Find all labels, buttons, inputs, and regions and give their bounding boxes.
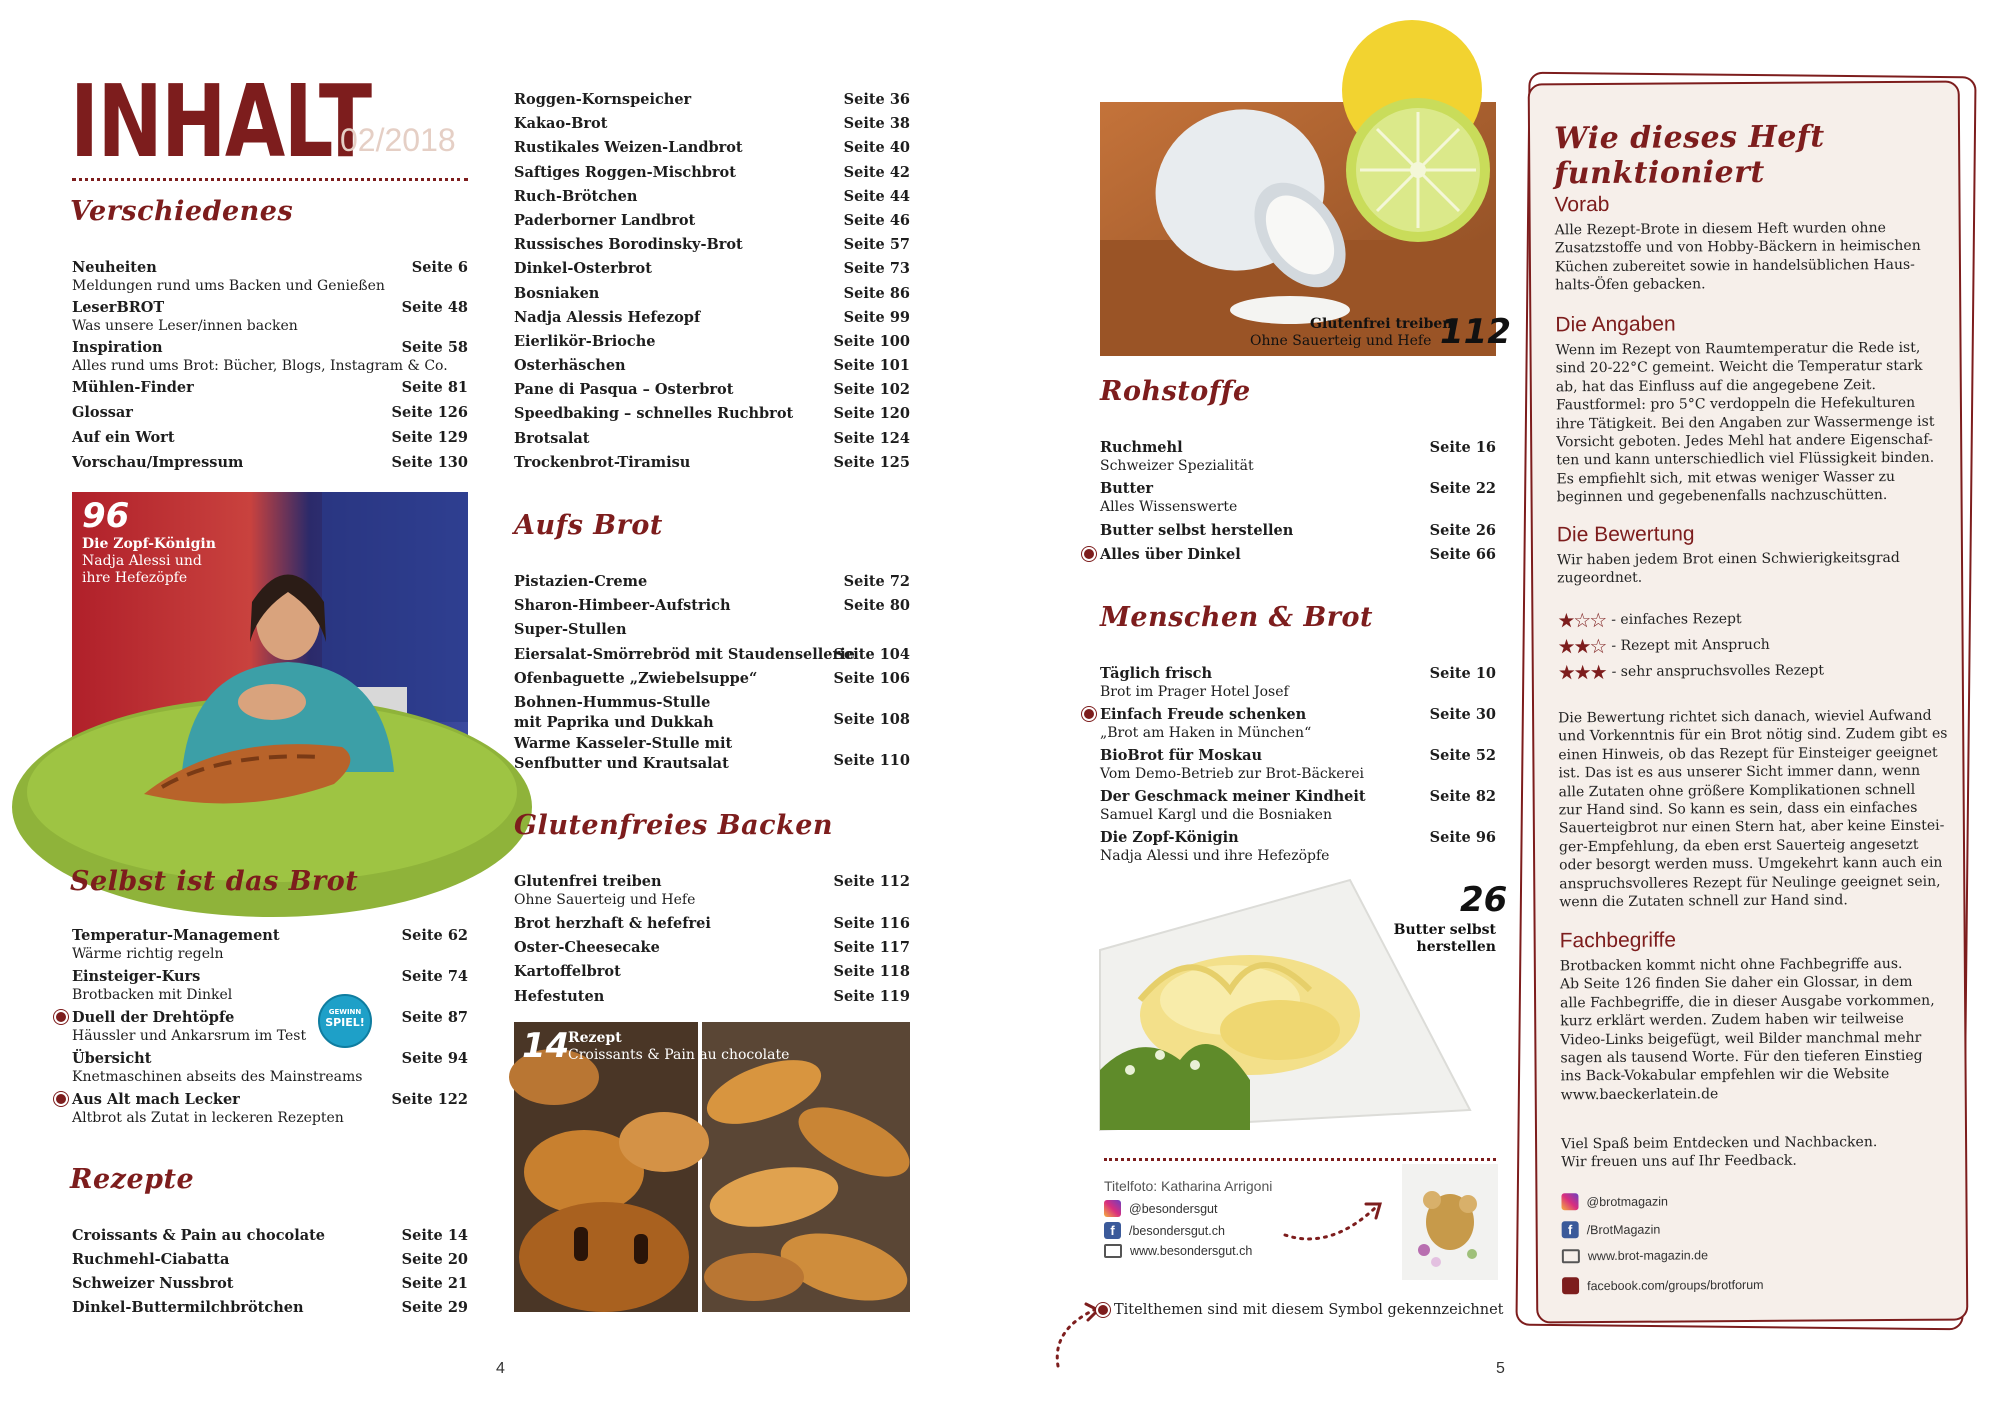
toc-entry[interactable] — [514, 620, 910, 644]
toc-entry[interactable] — [1100, 787, 1496, 824]
toc-entry[interactable] — [514, 404, 910, 428]
toc-entry-title: Ruchmehl — [1100, 439, 1183, 456]
legend — [1098, 1302, 1504, 1318]
toc-entry-subtitle: Alles Wissenswerte — [1100, 499, 1238, 515]
toc-entry-title: Die Zopf-Königin — [1100, 829, 1239, 846]
sidebar-heading-fachbegriffe: Fachbegriffe — [1559, 928, 1677, 953]
toc-entry-page: Seite 21 — [401, 1275, 468, 1292]
sidebar-facebook-text: /BrotMagazin — [1586, 1222, 1661, 1237]
croissant-caption-title: Rezept — [568, 1030, 622, 1046]
toc-entry-title: Pane di Pasqua – Osterbrot — [514, 381, 734, 399]
toc-rezepte-continued — [514, 90, 910, 477]
toc-entry[interactable] — [514, 356, 910, 380]
toc-entry-subtitle: „Brot am Haken in München“ — [1100, 725, 1312, 741]
toc-entry-page: Seite 106 — [833, 669, 910, 687]
toc-entry[interactable] — [72, 258, 468, 295]
toc-entry-title: Täglich frisch — [1100, 665, 1212, 682]
toc-entry-title: Bosniaken — [514, 284, 600, 302]
toc-entry[interactable] — [72, 298, 468, 335]
toc-entry[interactable] — [1100, 545, 1496, 569]
brotforum-icon — [1562, 1277, 1579, 1294]
dotted-arrow-icon — [1280, 1190, 1400, 1250]
toc-entry-title: Eiersalat-Smörrebröd mit Staudensellerie — [514, 645, 855, 663]
toc-entry-page: Seite 104 — [833, 645, 910, 663]
star-rating-icon: ★★★ — [1557, 659, 1606, 685]
section-title-aufsbrot: Aufs Brot — [514, 510, 663, 541]
toc-entry-title: Einfach Freude schenken — [1100, 706, 1307, 723]
toc-entry[interactable] — [514, 308, 910, 332]
toc-entry-title: LeserBROT — [72, 299, 165, 316]
toc-entry-subtitle: Häussler und Ankarsrum im Test — [72, 1028, 307, 1044]
toc-entry[interactable] — [514, 211, 910, 235]
toc-entry[interactable] — [72, 428, 468, 448]
toc-glutenfrei — [514, 872, 910, 1011]
toc-entry-page: Seite 108 — [833, 710, 910, 728]
toc-entry-page: Seite 26 — [1429, 522, 1496, 539]
toc-entry-subtitle: Ohne Sauerteig und Hefe — [514, 892, 696, 908]
toc-entry[interactable] — [514, 429, 910, 453]
sidebar-forum-text: facebook.com/groups/brotforum — [1587, 1277, 1764, 1293]
toc-entry-page: Seite 100 — [833, 332, 910, 350]
toc-entry-title: Dinkel-Buttermilchbrötchen — [72, 1299, 304, 1316]
toc-entry-title: Kartoffelbrot — [514, 963, 621, 981]
toc-entry[interactable] — [72, 1226, 468, 1250]
toc-entry-page: Seite 117 — [833, 939, 910, 957]
monitor-icon — [1562, 1249, 1580, 1263]
toc-entry-page: Seite 116 — [833, 915, 910, 932]
toc-entry-page: Seite 99 — [843, 308, 910, 326]
toc-entry-title: BioBrot für Moskau — [1100, 747, 1263, 764]
toc-entry[interactable] — [514, 938, 910, 962]
sidebar-social-web[interactable] — [1562, 1248, 1708, 1263]
toc-entry-subtitle: Schweizer Spezialität — [1100, 458, 1254, 474]
credit-facebook-text: /besondersgut.ch — [1129, 1223, 1225, 1238]
toc-entry[interactable] — [514, 914, 910, 938]
toc-entry-page: Seite 52 — [1429, 747, 1496, 764]
toc-entry-page: Seite 122 — [391, 1091, 468, 1108]
issue-number: 02/2018 — [340, 122, 456, 158]
toc-entry-subtitle: Brot im Prager Hotel Josef — [1100, 684, 1289, 700]
toc-entry[interactable] — [72, 1250, 468, 1274]
toc-entry-title: Paderborner Landbrot — [514, 211, 696, 229]
toc-aufsbrot — [514, 572, 910, 775]
rating-legend — [1557, 605, 1824, 685]
toc-entry[interactable] — [1100, 521, 1496, 545]
toc-entry[interactable] — [514, 90, 910, 114]
toc-entry[interactable] — [72, 378, 468, 398]
credits-divider — [1104, 1158, 1496, 1161]
toc-entry-page: Seite 62 — [401, 927, 468, 944]
croissant-page-number: 14 — [522, 1026, 570, 1066]
toc-entry-page: Seite 119 — [833, 987, 910, 1005]
cover-photo-thumbnail — [1402, 1164, 1498, 1280]
toc-entry-page: Seite 129 — [391, 429, 468, 446]
toc-entry-page: Seite 22 — [1429, 480, 1496, 497]
zopf-page-number: 96 — [82, 496, 130, 536]
toc-entry-page: Seite 110 — [833, 751, 910, 769]
toc-entry-title: Oster-Cheesecake — [514, 939, 660, 957]
zopf-caption-sub2: ihre Hefezöpfe — [82, 570, 188, 586]
croissant-photo-illustration — [514, 1022, 910, 1312]
section-title-rezepte: Rezepte — [70, 1164, 195, 1195]
gewinnspiel-badge[interactable] — [318, 994, 372, 1048]
rating-row-1 — [1557, 605, 1823, 633]
butter-caption-line2: herstellen — [1416, 939, 1496, 955]
toc-entry-page: Seite 87 — [401, 1009, 468, 1026]
toc-entry-page: Seite 124 — [833, 429, 910, 447]
toc-entry-subtitle: Brotbacken mit Dinkel — [72, 987, 233, 1003]
toc-entry-title: Warme Kasseler-Stulle mit — [514, 734, 733, 752]
sidebar-social-instagram[interactable] — [1561, 1193, 1668, 1211]
cover-topic-marker-icon — [56, 1094, 66, 1104]
star-rating-icon: ★☆☆ — [1557, 607, 1606, 633]
rating-row-3 — [1558, 657, 1824, 685]
toc-menschen — [1100, 664, 1496, 865]
photo-butter[interactable] — [1100, 880, 1508, 1130]
rating-label: - sehr anspruchsvolles Rezept — [1611, 662, 1824, 680]
butter-page-number: 26 — [1460, 880, 1508, 920]
sidebar-heading-bewertung: Die Bewertung — [1556, 522, 1695, 547]
toc-entry-title: Russisches Borodinsky-Brot — [514, 236, 743, 254]
section-title-verschiedenes: Verschiedenes — [70, 196, 294, 227]
toc-entry-page: Seite 48 — [401, 299, 468, 316]
sidebar-heading-angaben: Die Angaben — [1555, 312, 1676, 337]
toc-entry-title: Auf ein Wort — [72, 429, 175, 446]
toc-entry-title: Bohnen-Hummus-Stulle — [514, 693, 711, 711]
cover-topic-marker-icon — [1084, 709, 1094, 719]
toc-entry[interactable] — [72, 926, 468, 963]
toc-entry[interactable] — [514, 332, 910, 356]
photo-glutenfrei[interactable] — [1100, 40, 1511, 356]
toc-entry-page: Seite 130 — [391, 454, 468, 471]
toc-entry-title: Aus Alt mach Lecker — [72, 1091, 240, 1108]
toc-entry-page: Seite 14 — [401, 1227, 468, 1244]
title-divider — [72, 178, 468, 181]
toc-entry-page: Seite 36 — [843, 91, 910, 108]
sidebar-heading-vorab: Vorab — [1554, 192, 1610, 217]
toc-entry-page: Seite 118 — [833, 963, 910, 981]
cover-topic-marker-icon — [56, 1012, 66, 1022]
toc-entry[interactable] — [514, 669, 910, 693]
toc-entry-title-line2: Senfbutter und Krautsalat — [514, 754, 729, 772]
toc-entry[interactable] — [514, 453, 910, 477]
toc-entry-page: Seite 72 — [843, 573, 910, 590]
toc-entry[interactable] — [514, 284, 910, 308]
zopf-caption-title: Die Zopf-Königin — [82, 536, 216, 552]
toc-entry-title: Dinkel-Osterbrot — [514, 260, 652, 278]
toc-entry-page: Seite 20 — [401, 1251, 468, 1268]
toc-entry-title: Übersicht — [72, 1050, 152, 1067]
toc-entry[interactable] — [72, 1090, 468, 1127]
toc-entry-title: Vorschau/Impressum — [72, 454, 244, 471]
toc-entry-subtitle: Alles rund ums Brot: Bücher, Blogs, Instagram & Co. — [72, 358, 448, 374]
badge-line1: GEWINN — [328, 1008, 362, 1016]
glutenfrei-caption-title: Glutenfrei treiben — [1310, 316, 1453, 332]
toc-entry[interactable] — [72, 403, 468, 423]
sidebar-social-facebook[interactable] — [1562, 1221, 1661, 1239]
toc-entry[interactable] — [72, 1049, 468, 1086]
toc-entry-title: Duell der Drehtöpfe — [72, 1009, 235, 1026]
toc-entry-title: Der Geschmack meiner Kindheit — [1100, 788, 1366, 805]
toc-entry[interactable] — [1100, 746, 1496, 783]
sidebar-text-fachbegriffe: Brotbacken kommt nicht ohne Fachbegriffe aus. Ab Seite 126 finden Sie daher ein Glossar, in dem alle Fachbegriffe, die in dieser Ausgabe vorkommen, kurz erklärt werden. Zudem haben wir teilweise Video-Links beigefügt, weil Bilder manchmal mehr sagen als tausend Worte. Für den tieferen Einstieg ins Back-Vokabular empfehlen wir die Website www.baeckerlatein.de — [1559, 955, 1935, 1104]
page-number-right: 5 — [1496, 1360, 1505, 1377]
toc-entry-page: Seite 10 — [1429, 665, 1496, 682]
sidebar-text-bewertung-detail: Die Bewertung richtet sich danach, wieviel Aufwand und Vorkenntnis für ein Brot nötig sind. Zudem gibt es einen Hinweis, ob das Rezept für Einsteiger geeignet ist. Das ist es aus unserer Sicht immer dann, wenn alle Zutaten ohne größere Komplikationen schnell zur Hand sind. So kann es sein, dass ein einfaches Sauerteigbrot nur einen Stern hat, aber keine Einstei- ger-Empfehlung, da eben erst Sauerteig angesetzt oder besorgt werden muss. Umgekehrt kann auch ein anspruchsvolleres Rezept für Neulinge geeignet sein, wenn die Zutaten schnell zur Hand sind. — [1558, 707, 1948, 911]
monitor-icon — [1104, 1244, 1122, 1258]
toc-entry-subtitle: Was unsere Leser/innen backen — [72, 318, 298, 334]
toc-entry[interactable] — [514, 596, 910, 620]
toc-entry[interactable] — [72, 453, 468, 473]
butter-caption-line1: Butter selbst — [1393, 922, 1496, 938]
toc-entry-title: Glossar — [72, 404, 133, 421]
toc-entry-page: Seite 30 — [1429, 706, 1496, 723]
toc-entry-title: Croissants & Pain au chocolate — [72, 1227, 326, 1244]
toc-entry[interactable] — [514, 693, 910, 734]
toc-entry-subtitle: Wärme richtig regeln — [72, 946, 224, 962]
toc-entry-page: Seite 101 — [833, 357, 910, 375]
toc-entry-title: Pistazien-Creme — [514, 573, 648, 590]
toc-entry[interactable] — [1100, 828, 1496, 865]
toc-entry-title: Osterhäschen — [514, 357, 626, 375]
credit-instagram[interactable] — [1104, 1200, 1217, 1217]
toc-entry-page: Seite 125 — [833, 453, 910, 471]
toc-entry[interactable] — [72, 1008, 468, 1045]
facebook-icon: f — [1104, 1222, 1121, 1239]
toc-entry[interactable] — [514, 187, 910, 211]
cover-photo-credit: Titelfoto: Katharina Arrigoni — [1104, 1178, 1273, 1194]
sidebar-text-bewertung: Wir haben jedem Brot einen Schwierigkeitsgrad zugeordnet. — [1556, 549, 1900, 587]
toc-entry-page: Seite 126 — [391, 404, 468, 421]
toc-entry[interactable] — [514, 572, 910, 596]
sidebar-text-vorab: Alle Rezept-Brote in diesem Heft wurden ohne Zusatzstoffe und von Hobby-Bäckern in heimischen Küchen zubereitet sowie in handelsüblichen Haus- halts-Öfen gebacken. — [1554, 220, 1921, 294]
toc-entry[interactable] — [514, 962, 910, 986]
toc-entry-title: Roggen-Kornspeicher — [514, 91, 692, 108]
toc-entry[interactable] — [514, 138, 910, 162]
toc-entry-page: Seite 102 — [833, 381, 910, 399]
toc-entry[interactable] — [1100, 705, 1496, 742]
credit-instagram-text: @besondersgut — [1129, 1201, 1218, 1216]
toc-entry[interactable] — [1100, 479, 1496, 516]
rating-label: - Rezept mit Anspruch — [1611, 636, 1770, 654]
cover-topic-marker-icon — [1098, 1305, 1108, 1315]
toc-entry-title: Ruch-Brötchen — [514, 187, 638, 205]
toc-entry-title: Butter — [1100, 480, 1154, 497]
toc-entry-page: Seite 80 — [843, 597, 910, 615]
section-title-selbst: Selbst ist das Brot — [70, 866, 359, 897]
sidebar-instagram-text: @brotmagazin — [1586, 1194, 1669, 1209]
thumbnail-illustration — [1402, 1164, 1498, 1280]
section-title-menschen: Menschen & Brot — [1100, 602, 1373, 633]
toc-entry-page: Seite 86 — [843, 284, 910, 302]
glutenfrei-caption-sub: Ohne Sauerteig und Hefe — [1250, 333, 1432, 349]
toc-entry-title: Butter selbst herstellen — [1100, 522, 1294, 539]
toc-entry-page: Seite 44 — [843, 187, 910, 205]
toc-entry-title: Inspiration — [72, 339, 163, 356]
toc-entry-page: Seite 96 — [1429, 829, 1496, 846]
croissant-caption-sub: Croissants & Pain au chocolate — [568, 1047, 790, 1063]
toc-entry-page: Seite 82 — [1429, 788, 1496, 805]
toc-entry-subtitle: Knetmaschinen abseits des Mainstreams — [72, 1069, 363, 1085]
toc-entry[interactable] — [1100, 664, 1496, 701]
toc-entry-page: Seite 58 — [401, 339, 468, 356]
toc-entry[interactable] — [1100, 438, 1496, 475]
toc-entry-title: Alles über Dinkel — [1100, 546, 1241, 564]
section-title-rohstoffe: Rohstoffe — [1100, 376, 1251, 407]
toc-entry-page: Seite 16 — [1429, 439, 1496, 456]
toc-entry-page: Seite 81 — [401, 379, 468, 396]
toc-rohstoffe — [1100, 438, 1496, 569]
toc-entry-title: Eierlikör-Brioche — [514, 332, 656, 350]
instagram-icon — [1561, 1193, 1578, 1210]
toc-entry-page: Seite 29 — [401, 1299, 468, 1316]
page-number-left: 4 — [496, 1360, 505, 1377]
toc-entry-title: Glutenfrei treiben — [514, 873, 662, 890]
toc-entry-subtitle: Meldungen rund ums Backen und Genießen — [72, 278, 385, 294]
toc-entry-title: Temperatur-Management — [72, 927, 280, 944]
toc-entry[interactable] — [514, 380, 910, 404]
toc-verschiedenes — [72, 258, 468, 473]
toc-entry[interactable] — [72, 967, 468, 1004]
toc-entry[interactable] — [72, 338, 468, 375]
toc-entry-page: Seite 42 — [843, 163, 910, 181]
toc-entry-title: Ruchmehl-Ciabatta — [72, 1251, 230, 1268]
rating-row-2 — [1558, 631, 1824, 659]
toc-entry-page: Seite 6 — [411, 259, 468, 276]
toc-entry-page: Seite 46 — [843, 211, 910, 229]
toc-entry-title: Rustikales Weizen-Landbrot — [514, 139, 743, 157]
toc-entry-title: Nadja Alessis Hefezopf — [514, 308, 701, 326]
photo-zopf-koenigin[interactable] — [72, 492, 468, 834]
credit-facebook[interactable] — [1104, 1222, 1225, 1239]
toc-entry-page: Seite 66 — [1429, 546, 1496, 564]
toc-entry[interactable] — [514, 235, 910, 259]
toc-entry[interactable] — [514, 872, 910, 909]
instagram-icon — [1104, 1200, 1121, 1217]
facebook-icon: f — [1562, 1221, 1579, 1238]
toc-entry-subtitle: Vom Demo-Betrieb zur Brot-Bäckerei — [1100, 766, 1364, 782]
toc-entry-title: Einsteiger-Kurs — [72, 968, 201, 985]
sidebar-how-it-works — [1528, 81, 1969, 1324]
sidebar-text-angaben: Wenn im Rezept von Raumtemperatur die Rede ist, sind 20-22°C gemeint. Weicht die Temperatur stark ab, hat das Einfluss auf die angegebene Zeit. Faustformel: pro 5°C verdoppeln die Hefekulturen ihre Tätigkeit. Bei den Angaben zur Wassermenge ist Vorsicht geboten. Jedes Mehl hat andere Eigenschaf- ten und kann unterschiedlich viel Flüssigkeit binden. Es empfiehlt sich, mit etwas weniger Wasser zu beginnen und gegebenenfalls nachzuschütten. — [1555, 339, 1935, 506]
toc-entry-page: Seite 57 — [843, 236, 910, 254]
sidebar-web-text: www.brot-magazin.de — [1587, 1248, 1709, 1264]
toc-entry-page: Seite 73 — [843, 260, 910, 278]
toc-entry-title-line2: mit Paprika und Dukkah — [514, 713, 714, 731]
toc-entry-title: Brotsalat — [514, 429, 590, 447]
toc-entry-title: Saftiges Roggen-Mischbrot — [514, 163, 736, 181]
toc-rezepte — [72, 1226, 468, 1322]
sidebar-closing: Viel Spaß beim Entdecken und Nachbacken. Wir freuen uns auf Ihr Feedback. — [1561, 1134, 1878, 1171]
sidebar-title: Wie dieses Heft funktioniert — [1553, 119, 1825, 192]
toc-entry[interactable] — [72, 1274, 468, 1298]
toc-entry-title: Schweizer Nussbrot — [72, 1275, 234, 1292]
toc-entry-title: Sharon-Himbeer-Aufstrich — [514, 597, 731, 615]
toc-entry-page: Seite 40 — [843, 139, 910, 157]
toc-entry-subtitle: Nadja Alessi und ihre Hefezöpfe — [1100, 848, 1330, 864]
toc-entry-subtitle: Samuel Kargl und die Bosniaken — [1100, 807, 1332, 823]
toc-entry-page: Seite 120 — [833, 405, 910, 423]
toc-entry-title: Super-Stullen — [514, 621, 627, 639]
toc-entry[interactable] — [514, 259, 910, 283]
toc-entry-title: Speedbaking – schnelles Ruchbrot — [514, 405, 794, 423]
toc-entry-page: Seite 94 — [401, 1050, 468, 1067]
toc-entry[interactable] — [514, 645, 910, 669]
page-title: INHALT — [70, 63, 371, 180]
toc-entry-title: Hefestuten — [514, 987, 605, 1005]
toc-entry-title: Ofenbaguette „Zwiebelsuppe“ — [514, 669, 758, 687]
toc-entry[interactable] — [72, 1298, 468, 1322]
toc-entry[interactable] — [514, 987, 910, 1011]
badge-line2: SPIEL! — [325, 1016, 365, 1029]
toc-entry[interactable] — [514, 114, 910, 138]
butter-photo-illustration — [1100, 880, 1496, 1130]
toc-entry-page: Seite 38 — [843, 115, 910, 133]
toc-entry-page: Seite 74 — [401, 968, 468, 985]
legend-text: Titelthemen sind mit diesem Symbol gekennzeichnet — [1114, 1302, 1504, 1318]
star-rating-icon: ★★☆ — [1557, 633, 1606, 659]
sidebar-social-forum[interactable] — [1562, 1276, 1764, 1294]
rating-label: - einfaches Rezept — [1611, 610, 1742, 628]
zopf-caption-sub1: Nadja Alessi und — [82, 553, 202, 569]
glutenfrei-page-number: 112 — [1440, 312, 1511, 352]
glutenfrei-photo-illustration — [1100, 40, 1496, 356]
credit-web-text: www.besondersgut.ch — [1130, 1244, 1253, 1258]
section-title-glutenfrei: Glutenfreies Backen — [514, 810, 834, 841]
toc-entry-subtitle: Altbrot als Zutat in leckeren Rezepten — [72, 1110, 344, 1126]
toc-entry-title: Trockenbrot-Tiramisu — [514, 453, 691, 471]
credit-web[interactable] — [1104, 1244, 1252, 1258]
toc-entry-title: Neuheiten — [72, 259, 157, 276]
photo-croissants[interactable] — [514, 1022, 910, 1312]
toc-entry[interactable] — [514, 734, 910, 775]
cover-topic-marker-icon — [1084, 549, 1094, 559]
toc-entry-title: Brot herzhaft & hefefrei — [514, 915, 711, 932]
toc-selbst — [72, 926, 468, 1127]
toc-entry-page: Seite 112 — [833, 873, 910, 890]
toc-entry-title: Kakao-Brot — [514, 115, 608, 133]
toc-entry[interactable] — [514, 163, 910, 187]
toc-entry-title: Mühlen-Finder — [72, 379, 194, 396]
